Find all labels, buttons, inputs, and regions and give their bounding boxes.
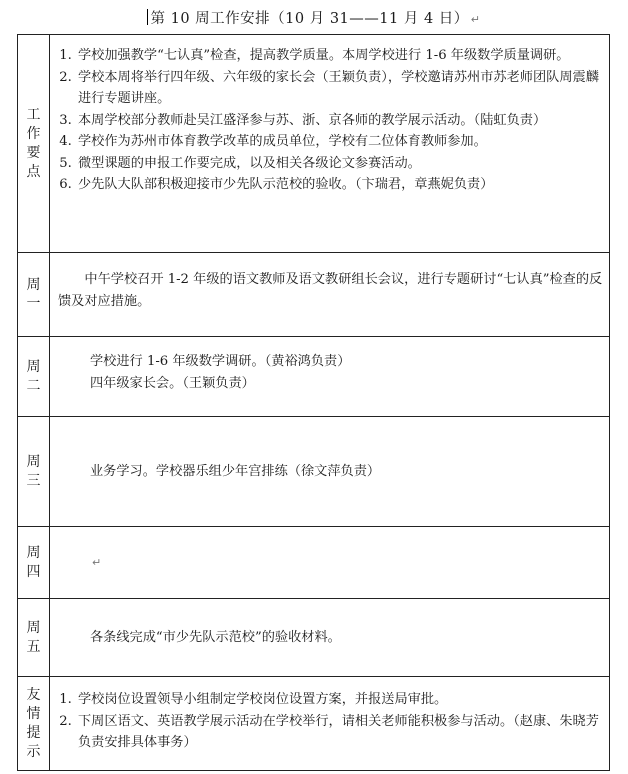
key-point-item: 3. 本周学校部分教师赴吴江盛泽参与苏、浙、京各师的教学展示活动。（陆虹负责） [76,110,603,132]
label-tuesday: 周 二 [18,337,50,417]
tuesday-content [50,337,610,417]
label-wednesday: 周 三 [18,417,50,527]
reminder-list [58,689,603,754]
label-key-points: 工 作 要 点 [18,35,50,253]
tuesday-line-2: 四年级家长会。（王颖负责） [90,375,255,391]
document-title [0,7,628,28]
tuesday-line-1: 学校进行 1-6 年级数学调研。（黄裕鸿负责） [90,354,351,369]
row-reminder [18,677,610,771]
text-cursor [147,9,148,25]
key-point-item: 4. 学校作为苏州市体育教学改革的成员单位，学校有二位体育教师参加。 [76,131,603,153]
row-wednesday [18,417,610,527]
row-key-points [18,35,610,253]
friday-text: 各条线完成“市少先队示范校”的验收材料。 [90,629,341,645]
label-monday: 周 一 [18,253,50,337]
friday-content [50,599,610,677]
label-friday: 周 五 [18,599,50,677]
thursday-content [50,527,610,599]
key-points-content [50,35,610,253]
title-text: 第 10 周工作安排（10 月 31——11 月 4 日） [150,11,469,27]
thursday-text [58,552,603,574]
row-thursday [18,527,610,599]
row-friday [18,599,610,677]
key-point-item: 6. 少先队大队部积极迎接市少先队示范校的验收。（卞瑞君，章燕妮负责） [76,174,603,196]
reminder-content [50,677,610,771]
wednesday-content [50,417,610,527]
wednesday-text: 业务学习。学校器乐组少年宫排练（徐文萍负责） [90,463,381,479]
key-point-item: 2. 学校本周将举行四年级、六年级的家长会（王颖负责），学校邀请苏州市苏老师团队周震麟进行专题讲座。 [76,67,603,110]
label-reminder: 友 情 提 示 [18,677,50,771]
row-monday [18,253,610,337]
label-thursday: 周 四 [18,527,50,599]
row-tuesday [18,337,610,417]
reminder-item: 1. 学校岗位设置领导小组制定学校岗位设置方案，并报送局审批。 [76,689,603,711]
key-points-list [58,45,603,196]
paragraph-mark-icon: ↵ [92,555,102,569]
monday-content [50,253,610,337]
paragraph-mark-icon: ↵ [470,13,481,26]
schedule-table [17,34,610,771]
key-point-item: 1. 学校加强教学“七认真”检查，提高教学质量。本周学校进行 1-6 年级数学质量调研。 [76,45,603,67]
monday-text: 中午学校召开 1-2 年级的语文教师及语文教研组长会议，进行专题研讨“七认真”检查的反馈及对应措施。 [58,272,603,309]
key-point-item: 5. 微型课题的申报工作要完成，以及相关各级论文参赛活动。 [76,153,603,175]
reminder-item: 2. 下周区语文、英语教学展示活动在学校举行，请相关老师能积极参与活动。（赵康、朱晓芳负责安排具体事务） [76,711,603,754]
